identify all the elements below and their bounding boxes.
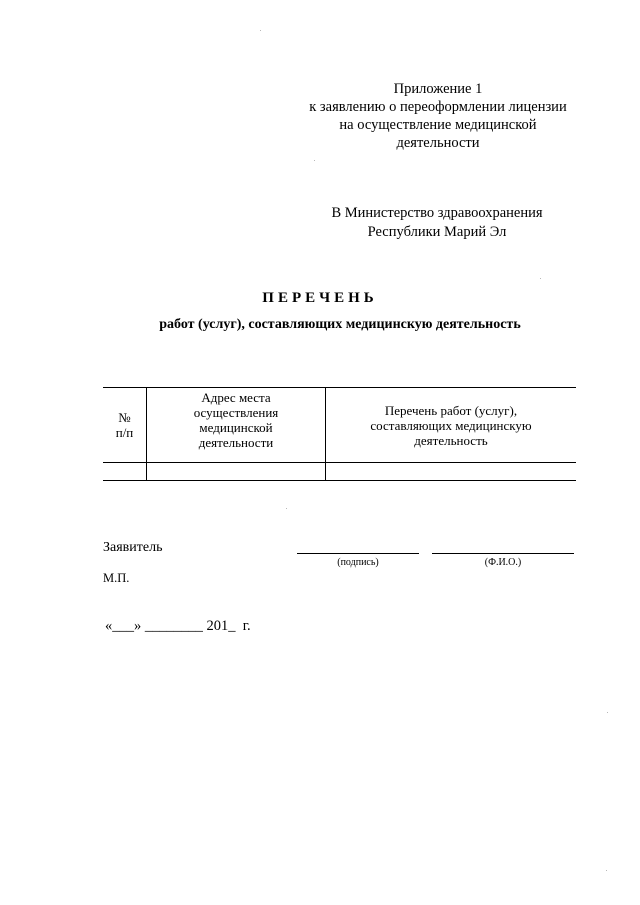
services-table	[103, 387, 576, 481]
scan-speck	[314, 160, 315, 161]
appendix-line: Приложение 1	[393, 81, 483, 97]
header-line: п/п	[115, 425, 134, 440]
column-header-services	[326, 388, 577, 463]
addressee-line: В Министерство здравоохранения	[331, 205, 543, 221]
signature-line[interactable]	[297, 553, 419, 554]
table-cell[interactable]	[147, 463, 326, 481]
column-header-number	[103, 388, 147, 463]
scan-speck	[286, 508, 287, 509]
applicant-label: Заявитель	[103, 540, 163, 555]
appendix-line: к заявлению о переоформлении лицензии	[309, 99, 567, 115]
column-header-address	[147, 388, 326, 463]
appendix-line: на осуществление медицинской	[339, 117, 537, 133]
document-subtitle: работ (услуг), составляющих медицинскую деятельность	[159, 317, 521, 332]
table-cell[interactable]	[103, 463, 147, 481]
header-line: составляющих медицинскую	[370, 417, 532, 433]
appendix-line: деятельности	[396, 135, 480, 151]
seal-label: М.П.	[103, 571, 130, 585]
scan-speck	[260, 30, 261, 31]
scan-speck	[606, 870, 607, 871]
header-line: №	[118, 410, 131, 425]
date-line: «___» ________ 201_ г.	[105, 618, 251, 634]
appendix-header	[290, 80, 586, 152]
table-header-row	[103, 388, 576, 463]
header-line: Перечень работ (услуг),	[384, 402, 518, 418]
header-line: осуществления	[193, 405, 279, 420]
header-line: медицинской	[199, 420, 273, 435]
table-row	[103, 463, 576, 481]
table-cell[interactable]	[326, 463, 577, 481]
full-name-caption: (Ф.И.О.)	[484, 557, 522, 568]
header-line: деятельность	[414, 432, 488, 448]
header-line: Адрес места	[201, 390, 271, 405]
document-title: ПЕРЕЧЕНЬ	[262, 290, 378, 306]
scan-speck	[607, 712, 608, 713]
addressee-block	[312, 204, 562, 242]
scan-speck	[540, 278, 541, 279]
full-name-line[interactable]	[432, 553, 574, 554]
header-line: деятельности	[198, 435, 274, 450]
signature-caption: (подпись)	[337, 557, 379, 568]
addressee-line: Республики Марий Эл	[367, 224, 507, 240]
